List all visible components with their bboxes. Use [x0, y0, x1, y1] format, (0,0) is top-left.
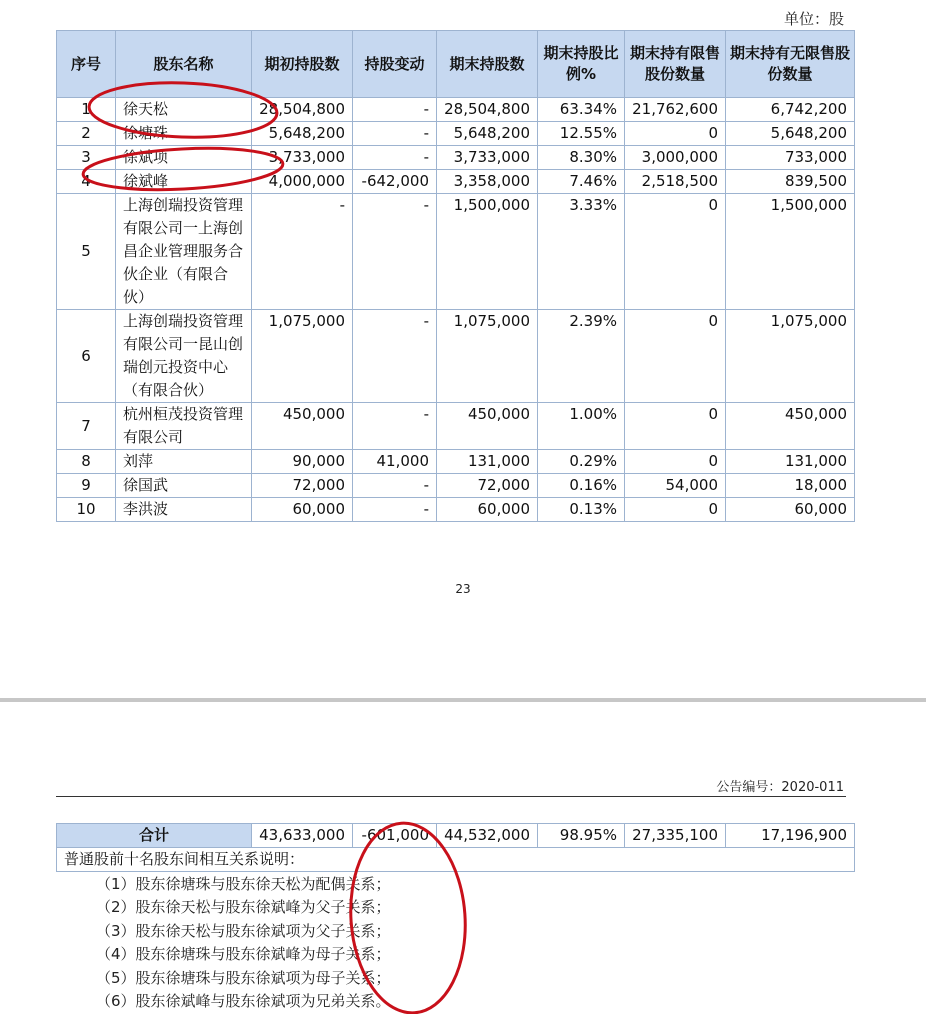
header-unrestricted: 期末持有无限售股份数量 — [726, 31, 855, 98]
cell-shareholder-name: 杭州桓茂投资管理有限公司 — [116, 403, 252, 450]
table-row — [57, 98, 855, 122]
total-end: 44,532,000 — [437, 824, 538, 848]
cell-change: 41,000 — [353, 450, 437, 474]
cell-ratio: 0.13% — [538, 498, 625, 522]
cell-unrestricted: 18,000 — [726, 474, 855, 498]
total-start: 43,633,000 — [252, 824, 353, 848]
cell-change: -642,000 — [353, 170, 437, 194]
table-row — [57, 474, 855, 498]
cell-restricted: 21,762,600 — [625, 98, 726, 122]
cell-change: - — [353, 403, 437, 450]
cell-ratio: 12.55% — [538, 122, 625, 146]
cell-unrestricted: 1,500,000 — [726, 194, 855, 310]
cell-ratio: 3.33% — [538, 194, 625, 310]
cell-ratio: 8.30% — [538, 146, 625, 170]
table-row — [57, 170, 855, 194]
cell-change: - — [353, 474, 437, 498]
cell-unrestricted: 1,075,000 — [726, 310, 855, 403]
cell-ratio: 1.00% — [538, 403, 625, 450]
total-restricted: 27,335,100 — [625, 824, 726, 848]
header-end-shares: 期末持股数 — [437, 31, 538, 98]
relation-item: （4）股东徐塘珠与股东徐斌峰为母子关系； — [96, 945, 391, 964]
cell-restricted: 3,000,000 — [625, 146, 726, 170]
cell-unrestricted: 839,500 — [726, 170, 855, 194]
cell-restricted: 0 — [625, 498, 726, 522]
cell-unrestricted: 6,742,200 — [726, 98, 855, 122]
cell-seq: 2 — [57, 122, 116, 146]
cell-seq: 8 — [57, 450, 116, 474]
cell-change: - — [353, 310, 437, 403]
announcement-number: 公告编号：2020-011 — [716, 780, 844, 795]
cell-start-shares: 72,000 — [252, 474, 353, 498]
cell-shareholder-name: 上海创瑞投资管理有限公司一昆山创瑞创元投资中心（有限合伙） — [116, 310, 252, 403]
relation-item: （5）股东徐塘珠与股东徐斌项为母子关系； — [96, 968, 391, 987]
cell-start-shares: 60,000 — [252, 498, 353, 522]
cell-end-shares: 450,000 — [437, 403, 538, 450]
cell-seq: 5 — [57, 194, 116, 310]
cell-restricted: 0 — [625, 450, 726, 474]
unit-label: 单位：股 — [783, 10, 844, 28]
cell-start-shares: 5,648,200 — [252, 122, 353, 146]
cell-end-shares: 131,000 — [437, 450, 538, 474]
cell-unrestricted: 450,000 — [726, 403, 855, 450]
cell-restricted: 0 — [625, 194, 726, 310]
relation-item: （1）股东徐塘珠与股东徐天松为配偶关系； — [96, 875, 391, 893]
header-seq: 序号 — [57, 31, 116, 98]
cell-restricted: 0 — [625, 403, 726, 450]
cell-ratio: 2.39% — [538, 310, 625, 403]
table-header-row — [57, 31, 855, 98]
cell-shareholder-name: 徐斌峰 — [116, 170, 252, 194]
cell-end-shares: 1,500,000 — [437, 194, 538, 310]
cell-seq: 9 — [57, 474, 116, 498]
relation-item: （2）股东徐天松与股东徐斌峰为父子关系； — [96, 898, 391, 917]
cell-ratio: 0.16% — [538, 474, 625, 498]
table-row — [57, 403, 855, 450]
total-label: 合计 — [57, 824, 252, 848]
cell-start-shares: 4,000,000 — [252, 170, 353, 194]
table-row — [57, 146, 855, 170]
cell-ratio: 7.46% — [538, 170, 625, 194]
cell-shareholder-name: 徐斌项 — [116, 146, 252, 170]
header-change: 持股变动 — [353, 31, 437, 98]
header-rule — [56, 796, 846, 797]
cell-end-shares: 5,648,200 — [437, 122, 538, 146]
cell-change: - — [353, 194, 437, 310]
cell-unrestricted: 60,000 — [726, 498, 855, 522]
cell-seq: 10 — [57, 498, 116, 522]
cell-restricted: 0 — [625, 310, 726, 403]
cell-seq: 6 — [57, 310, 116, 403]
total-row — [57, 824, 855, 848]
table-row — [57, 498, 855, 522]
cell-end-shares: 28,504,800 — [437, 98, 538, 122]
cell-seq: 1 — [57, 98, 116, 122]
cell-end-shares: 72,000 — [437, 474, 538, 498]
page-separator — [0, 698, 926, 702]
cell-change: - — [353, 498, 437, 522]
relation-item: （6）股东徐斌峰与股东徐斌项为兄弟关系。 — [96, 992, 391, 1011]
cell-shareholder-name: 徐国武 — [116, 474, 252, 498]
cell-restricted: 2,518,500 — [625, 170, 726, 194]
cell-shareholder-name: 刘萍 — [116, 450, 252, 474]
cell-seq: 4 — [57, 170, 116, 194]
cell-restricted: 54,000 — [625, 474, 726, 498]
total-table — [56, 823, 855, 872]
cell-end-shares: 3,358,000 — [437, 170, 538, 194]
cell-unrestricted: 131,000 — [726, 450, 855, 474]
total-ratio: 98.95% — [538, 824, 625, 848]
cell-change: - — [353, 98, 437, 122]
cell-start-shares: 28,504,800 — [252, 98, 353, 122]
cell-end-shares: 3,733,000 — [437, 146, 538, 170]
cell-start-shares: 450,000 — [252, 403, 353, 450]
cell-end-shares: 1,075,000 — [437, 310, 538, 403]
cell-start-shares: 3,733,000 — [252, 146, 353, 170]
cell-ratio: 63.34% — [538, 98, 625, 122]
table-row — [57, 310, 855, 403]
cell-ratio: 0.29% — [538, 450, 625, 474]
cell-start-shares: 1,075,000 — [252, 310, 353, 403]
table-row — [57, 450, 855, 474]
total-change: -601,000 — [353, 824, 437, 848]
cell-start-shares: - — [252, 194, 353, 310]
header-name: 股东名称 — [116, 31, 252, 98]
relations-title: 普通股前十名股东间相互关系说明： — [57, 848, 855, 872]
header-ratio: 期末持股比例% — [538, 31, 625, 98]
relations-title-row — [57, 848, 855, 872]
cell-seq: 3 — [57, 146, 116, 170]
header-start-shares: 期初持股数 — [252, 31, 353, 98]
cell-change: - — [353, 146, 437, 170]
cell-unrestricted: 5,648,200 — [726, 122, 855, 146]
table-body — [57, 98, 855, 522]
cell-change: - — [353, 122, 437, 146]
cell-shareholder-name: 徐塘珠 — [116, 122, 252, 146]
cell-shareholder-name: 徐天松 — [116, 98, 252, 122]
header-restricted: 期末持有限售股份数量 — [625, 31, 726, 98]
table-row — [57, 194, 855, 310]
shareholder-table — [56, 30, 855, 522]
cell-shareholder-name: 上海创瑞投资管理有限公司一上海创昌企业管理服务合伙企业（有限合伙） — [116, 194, 252, 310]
cell-end-shares: 60,000 — [437, 498, 538, 522]
cell-start-shares: 90,000 — [252, 450, 353, 474]
relation-item: （3）股东徐天松与股东徐斌项为父子关系； — [96, 921, 391, 940]
cell-seq: 7 — [57, 403, 116, 450]
cell-restricted: 0 — [625, 122, 726, 146]
page-number: 23 — [455, 582, 471, 596]
cell-shareholder-name: 李洪波 — [116, 498, 252, 522]
total-unrestricted: 17,196,900 — [726, 824, 855, 848]
cell-unrestricted: 733,000 — [726, 146, 855, 170]
table-row — [57, 122, 855, 146]
relations-list — [96, 873, 391, 1013]
